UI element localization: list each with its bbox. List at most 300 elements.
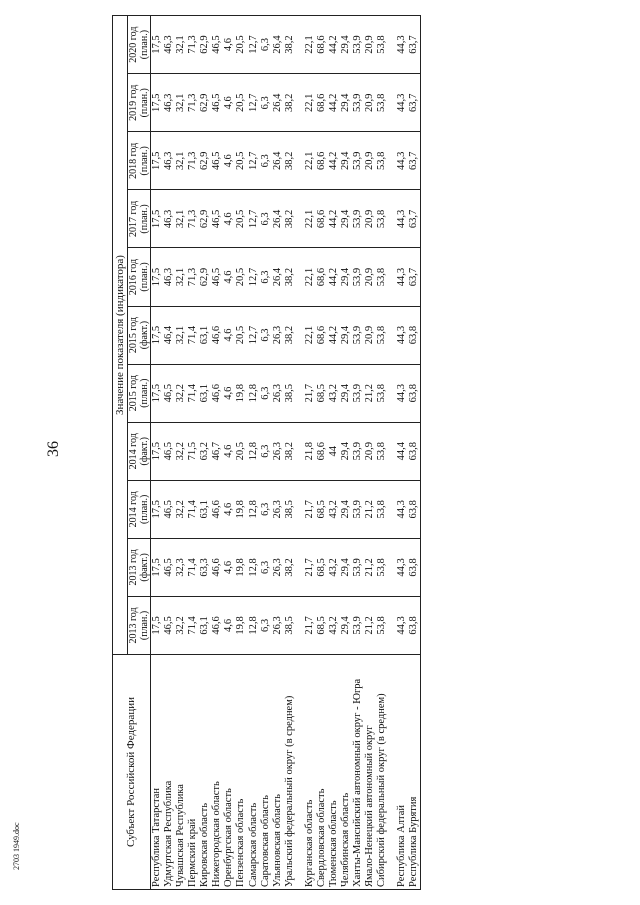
row-value-cell: 4,6 [223, 422, 235, 480]
row-value-cell: 53,9 [352, 538, 364, 596]
row-value-cell [388, 306, 396, 364]
row-value-cell: 19,8 [235, 538, 247, 596]
row-value-cell: 12,7 [248, 190, 260, 248]
row-value-cell: 71,3 [187, 16, 199, 74]
row-value-cell: 12,7 [248, 74, 260, 132]
row-value-cell: 44,3 [396, 364, 408, 422]
row-value-cell: 22,1 [304, 306, 316, 364]
row-value-cell: 53,9 [352, 480, 364, 538]
row-value-cell: 53,9 [352, 16, 364, 74]
row-value-cell: 44,2 [328, 74, 340, 132]
row-value-cell: 44,3 [396, 306, 408, 364]
row-value-cell: 32,1 [175, 306, 187, 364]
column-header [128, 74, 151, 132]
column-header [128, 132, 151, 190]
row-value-cell: 63,1 [199, 596, 211, 654]
row-value-cell: 12,7 [248, 16, 260, 74]
row-value-cell: 32,1 [175, 190, 187, 248]
row-value-cell: 44,3 [396, 132, 408, 190]
row-value-cell: 26,4 [272, 132, 284, 190]
row-value-cell: 12,8 [248, 422, 260, 480]
row-value-cell: 32,1 [175, 248, 187, 306]
row-value-cell [296, 364, 304, 422]
row-value-cell: 12,8 [248, 480, 260, 538]
row-value-cell: 68,6 [316, 248, 328, 306]
row-value-cell [388, 190, 396, 248]
row-value-cell: 38,5 [284, 480, 296, 538]
row-value-cell: 46,3 [163, 132, 175, 190]
row-value-cell [296, 16, 304, 74]
row-value-cell: 44,4 [396, 422, 408, 480]
table-row [296, 16, 304, 890]
row-value-cell: 20,5 [235, 422, 247, 480]
row-value-cell: 44,2 [328, 306, 340, 364]
row-value-cell: 68,6 [316, 422, 328, 480]
table-row [260, 16, 272, 890]
row-value-cell: 68,6 [316, 16, 328, 74]
row-value-cell: 71,3 [187, 74, 199, 132]
row-value-cell: 46,6 [211, 364, 223, 422]
row-value-cell: 46,6 [211, 596, 223, 654]
row-value-cell: 32,2 [175, 596, 187, 654]
row-value-cell: 12,8 [248, 596, 260, 654]
row-value-cell: 63,8 [408, 480, 421, 538]
row-value-cell: 4,6 [223, 480, 235, 538]
row-value-cell: 20,5 [235, 16, 247, 74]
row-value-cell: 43,2 [328, 364, 340, 422]
row-value-cell: 46,3 [163, 190, 175, 248]
row-value-cell: 38,2 [284, 74, 296, 132]
row-subject-name: Ульяновская область [272, 655, 284, 890]
indicator-table [112, 15, 421, 890]
column-header [128, 538, 151, 596]
column-type: (план.) [139, 88, 150, 118]
row-value-cell: 29,4 [340, 306, 352, 364]
row-value-cell [388, 364, 396, 422]
column-type: (план.) [139, 146, 150, 176]
row-subject-name [296, 655, 304, 890]
row-value-cell: 38,2 [284, 422, 296, 480]
row-value-cell: 53,8 [376, 422, 388, 480]
row-value-cell: 68,6 [316, 190, 328, 248]
row-value-cell: 4,6 [223, 190, 235, 248]
row-value-cell [388, 480, 396, 538]
row-value-cell: 71,4 [187, 596, 199, 654]
column-type: (план.) [139, 494, 150, 524]
row-value-cell: 46,3 [163, 16, 175, 74]
row-value-cell: 38,2 [284, 306, 296, 364]
row-value-cell: 62,9 [199, 190, 211, 248]
row-subject-name: Пензенская область [235, 655, 247, 890]
row-value-cell: 21,7 [304, 538, 316, 596]
row-value-cell [388, 16, 396, 74]
row-value-cell: 32,1 [175, 16, 187, 74]
row-value-cell: 63,7 [408, 74, 421, 132]
row-subject-name: Свердловская область [316, 655, 328, 890]
row-value-cell: 26,3 [272, 364, 284, 422]
row-value-cell: 53,8 [376, 306, 388, 364]
row-value-cell: 21,7 [304, 596, 316, 654]
row-value-cell: 12,7 [248, 306, 260, 364]
row-value-cell: 53,9 [352, 422, 364, 480]
row-value-cell: 6,3 [260, 422, 272, 480]
row-value-cell: 63,1 [199, 306, 211, 364]
row-value-cell: 20,5 [235, 74, 247, 132]
row-value-cell: 20,9 [364, 306, 376, 364]
row-value-cell: 46,5 [211, 132, 223, 190]
row-value-cell: 68,6 [316, 74, 328, 132]
row-value-cell: 46,4 [163, 306, 175, 364]
row-value-cell: 62,9 [199, 132, 211, 190]
row-value-cell: 62,9 [199, 248, 211, 306]
row-value-cell: 32,1 [175, 74, 187, 132]
row-subject-name: Чувашская Республика [175, 655, 187, 890]
row-subject-name: Пермский край [187, 655, 199, 890]
row-value-cell: 68,5 [316, 538, 328, 596]
row-value-cell: 19,8 [235, 480, 247, 538]
row-value-cell [296, 422, 304, 480]
row-value-cell: 46,6 [211, 306, 223, 364]
row-value-cell: 62,9 [199, 74, 211, 132]
row-value-cell: 46,5 [163, 364, 175, 422]
row-value-cell: 19,8 [235, 364, 247, 422]
row-value-cell: 26,3 [272, 306, 284, 364]
table-row [163, 16, 175, 890]
row-value-cell: 4,6 [223, 16, 235, 74]
row-value-cell: 63,8 [408, 364, 421, 422]
column-header [128, 480, 151, 538]
row-value-cell: 53,9 [352, 248, 364, 306]
row-value-cell: 71,4 [187, 306, 199, 364]
indicator-group-header: Значение показателя (индикатора) [113, 16, 128, 655]
row-value-cell: 20,9 [364, 132, 376, 190]
table-row [396, 16, 408, 890]
row-value-cell: 53,8 [376, 538, 388, 596]
row-value-cell: 21,2 [364, 596, 376, 654]
row-value-cell: 12,8 [248, 364, 260, 422]
row-value-cell: 63,7 [408, 190, 421, 248]
row-value-cell: 20,9 [364, 190, 376, 248]
row-value-cell: 63,7 [408, 132, 421, 190]
row-value-cell: 46,5 [211, 74, 223, 132]
row-value-cell: 19,8 [235, 596, 247, 654]
row-value-cell: 53,9 [352, 306, 364, 364]
row-value-cell: 12,7 [248, 132, 260, 190]
row-value-cell: 20,5 [235, 132, 247, 190]
row-value-cell: 6,3 [260, 16, 272, 74]
column-year: 2017 год [128, 200, 139, 237]
column-year: 2018 год [128, 142, 139, 179]
row-value-cell: 63,8 [408, 422, 421, 480]
row-value-cell: 29,4 [340, 364, 352, 422]
row-value-cell: 26,3 [272, 422, 284, 480]
column-type: (план.) [139, 378, 150, 408]
table-row [235, 16, 247, 890]
row-value-cell: 44,3 [396, 480, 408, 538]
row-value-cell: 46,5 [163, 480, 175, 538]
column-header [128, 16, 151, 74]
row-value-cell: 22,1 [304, 16, 316, 74]
row-value-cell: 46,3 [163, 74, 175, 132]
row-value-cell: 71,3 [187, 248, 199, 306]
row-value-cell: 22,1 [304, 74, 316, 132]
row-value-cell: 4,6 [223, 74, 235, 132]
row-subject-name: Республика Бурятия [408, 655, 421, 890]
row-value-cell: 44,3 [396, 248, 408, 306]
row-value-cell: 53,8 [376, 248, 388, 306]
column-header [128, 422, 151, 480]
row-value-cell: 46,5 [163, 422, 175, 480]
row-value-cell: 21,8 [304, 422, 316, 480]
row-value-cell: 17,5 [151, 190, 164, 248]
row-value-cell: 12,7 [248, 248, 260, 306]
row-subject-name: Саратовская область [260, 655, 272, 890]
row-value-cell [388, 248, 396, 306]
row-value-cell: 17,5 [151, 16, 164, 74]
column-type: (план.) [139, 204, 150, 234]
column-header [128, 306, 151, 364]
column-year: 2015 год [128, 317, 139, 354]
row-value-cell: 68,5 [316, 364, 328, 422]
table-row [352, 16, 364, 890]
row-value-cell: 63,3 [199, 538, 211, 596]
row-value-cell: 38,2 [284, 132, 296, 190]
row-value-cell: 29,4 [340, 16, 352, 74]
row-subject-name: Оренбургская область [223, 655, 235, 890]
row-value-cell [296, 132, 304, 190]
row-value-cell: 4,6 [223, 306, 235, 364]
row-value-cell: 53,8 [376, 190, 388, 248]
row-value-cell: 22,1 [304, 248, 316, 306]
row-value-cell: 20,5 [235, 190, 247, 248]
table-row [304, 16, 316, 890]
table-row [328, 16, 340, 890]
row-value-cell: 6,3 [260, 248, 272, 306]
row-value-cell [296, 74, 304, 132]
row-value-cell: 43,2 [328, 538, 340, 596]
row-subject-name: Уральский федеральный округ (в среднем) [284, 655, 296, 890]
row-value-cell: 68,5 [316, 596, 328, 654]
row-value-cell: 38,2 [284, 190, 296, 248]
subject-header: Субъект Российской Федерации [113, 655, 151, 890]
row-value-cell: 46,6 [211, 480, 223, 538]
table-row [151, 16, 164, 890]
row-value-cell: 32,2 [175, 364, 187, 422]
table-row [364, 16, 376, 890]
row-value-cell: 68,5 [316, 480, 328, 538]
row-value-cell: 6,3 [260, 538, 272, 596]
row-value-cell: 44,2 [328, 190, 340, 248]
row-value-cell: 29,4 [340, 132, 352, 190]
column-year: 2013 год [128, 607, 139, 644]
table-row [376, 16, 388, 890]
row-value-cell: 62,9 [199, 16, 211, 74]
table-row [284, 16, 296, 890]
row-value-cell: 43,2 [328, 596, 340, 654]
row-value-cell: 26,4 [272, 190, 284, 248]
row-value-cell: 17,5 [151, 306, 164, 364]
row-value-cell: 44,2 [328, 132, 340, 190]
row-value-cell: 53,8 [376, 132, 388, 190]
row-value-cell: 38,5 [284, 596, 296, 654]
column-year: 2014 год [128, 491, 139, 528]
table-row [272, 16, 284, 890]
row-value-cell: 6,3 [260, 74, 272, 132]
row-value-cell: 71,3 [187, 132, 199, 190]
row-value-cell: 53,8 [376, 74, 388, 132]
row-value-cell: 44,2 [328, 248, 340, 306]
row-value-cell: 53,9 [352, 74, 364, 132]
row-subject-name: Ямало-Ненецкий автономный округ [364, 655, 376, 890]
column-year: 2019 год [128, 84, 139, 121]
row-value-cell: 21,2 [364, 480, 376, 538]
row-value-cell: 63,8 [408, 596, 421, 654]
row-value-cell: 20,5 [235, 248, 247, 306]
row-value-cell: 4,6 [223, 538, 235, 596]
row-value-cell: 12,8 [248, 538, 260, 596]
row-value-cell: 20,5 [235, 306, 247, 364]
row-value-cell: 46,5 [163, 596, 175, 654]
row-value-cell [296, 596, 304, 654]
row-value-cell: 71,4 [187, 538, 199, 596]
table-row [211, 16, 223, 890]
table-row [388, 16, 396, 890]
row-value-cell: 26,4 [272, 16, 284, 74]
column-year: 2016 год [128, 258, 139, 296]
row-value-cell: 22,1 [304, 190, 316, 248]
row-value-cell: 53,9 [352, 190, 364, 248]
row-value-cell [388, 74, 396, 132]
row-value-cell: 6,3 [260, 190, 272, 248]
row-value-cell: 63,8 [408, 306, 421, 364]
row-value-cell: 63,7 [408, 248, 421, 306]
page-number: 36 [45, 441, 62, 457]
row-value-cell: 17,5 [151, 132, 164, 190]
column-header [128, 248, 151, 306]
row-value-cell: 29,4 [340, 538, 352, 596]
row-value-cell: 53,8 [376, 596, 388, 654]
row-value-cell: 46,5 [211, 16, 223, 74]
row-value-cell: 29,4 [340, 422, 352, 480]
row-value-cell: 63,1 [199, 480, 211, 538]
row-value-cell [296, 480, 304, 538]
row-value-cell: 22,1 [304, 132, 316, 190]
row-value-cell: 29,4 [340, 480, 352, 538]
row-value-cell: 26,3 [272, 538, 284, 596]
table-row [175, 16, 187, 890]
row-value-cell: 17,5 [151, 74, 164, 132]
row-value-cell: 63,1 [199, 364, 211, 422]
row-value-cell: 63,8 [408, 538, 421, 596]
column-year: 2013 год [128, 549, 139, 586]
row-value-cell: 44,3 [396, 16, 408, 74]
row-value-cell: 44,3 [396, 74, 408, 132]
row-value-cell: 26,4 [272, 74, 284, 132]
row-value-cell: 21,7 [304, 364, 316, 422]
table-row [316, 16, 328, 890]
row-subject-name: Ханты-Мансийский автономный округ - Югра [352, 655, 364, 890]
row-value-cell [296, 248, 304, 306]
row-value-cell: 17,5 [151, 596, 164, 654]
column-type: (план.) [139, 610, 150, 641]
row-value-cell: 26,3 [272, 480, 284, 538]
row-value-cell: 44 [328, 422, 340, 480]
row-value-cell: 32,2 [175, 480, 187, 538]
table-row [223, 16, 235, 890]
row-value-cell: 20,9 [364, 248, 376, 306]
row-subject-name: Нижегородская область [211, 655, 223, 890]
row-value-cell [296, 306, 304, 364]
rotated-table-container [112, 15, 637, 890]
row-subject-name: Сибирский федеральный округ (в среднем) [376, 655, 388, 890]
row-value-cell: 44,3 [396, 538, 408, 596]
row-value-cell: 26,3 [272, 596, 284, 654]
column-year: 2015 год [128, 375, 139, 412]
row-value-cell: 4,6 [223, 132, 235, 190]
table-row [199, 16, 211, 890]
table-row [408, 16, 421, 890]
row-value-cell: 6,3 [260, 132, 272, 190]
row-value-cell: 71,4 [187, 480, 199, 538]
row-value-cell: 46,5 [211, 190, 223, 248]
row-value-cell: 21,2 [364, 364, 376, 422]
row-value-cell: 17,5 [151, 248, 164, 306]
row-value-cell: 6,3 [260, 364, 272, 422]
row-value-cell: 21,7 [304, 480, 316, 538]
row-value-cell: 29,4 [340, 596, 352, 654]
row-subject-name: Самарская область [248, 655, 260, 890]
row-value-cell: 20,9 [364, 422, 376, 480]
row-value-cell: 29,4 [340, 190, 352, 248]
row-value-cell: 38,2 [284, 248, 296, 306]
row-value-cell: 63,7 [408, 16, 421, 74]
row-value-cell [296, 190, 304, 248]
row-value-cell: 68,6 [316, 132, 328, 190]
row-subject-name [388, 655, 396, 890]
column-type: (факт.) [139, 437, 150, 466]
table-row [187, 16, 199, 890]
row-value-cell: 4,6 [223, 248, 235, 306]
column-type: (план.) [139, 29, 150, 60]
row-value-cell: 46,7 [211, 422, 223, 480]
row-value-cell: 63,2 [199, 422, 211, 480]
row-value-cell: 53,9 [352, 364, 364, 422]
row-value-cell: 29,4 [340, 248, 352, 306]
column-year: 2014 год [128, 433, 139, 470]
row-value-cell: 44,3 [396, 190, 408, 248]
row-value-cell: 38,2 [284, 538, 296, 596]
row-subject-name: Республика Алтай [396, 655, 408, 890]
row-value-cell: 43,2 [328, 480, 340, 538]
row-value-cell: 53,9 [352, 132, 364, 190]
column-type: (факт.) [139, 553, 150, 582]
row-value-cell: 32,3 [175, 538, 187, 596]
row-value-cell: 53,8 [376, 16, 388, 74]
row-value-cell: 20,9 [364, 74, 376, 132]
column-header [128, 364, 151, 422]
table-body [151, 16, 421, 890]
row-value-cell: 21,2 [364, 538, 376, 596]
row-value-cell: 46,3 [163, 248, 175, 306]
row-value-cell: 17,5 [151, 364, 164, 422]
row-value-cell [388, 422, 396, 480]
row-value-cell: 71,5 [187, 422, 199, 480]
row-value-cell: 29,4 [340, 74, 352, 132]
row-value-cell [296, 538, 304, 596]
row-subject-name: Кировская область [199, 655, 211, 890]
table-row [248, 16, 260, 890]
footer-filename: 2703 1949.doc [12, 822, 21, 870]
